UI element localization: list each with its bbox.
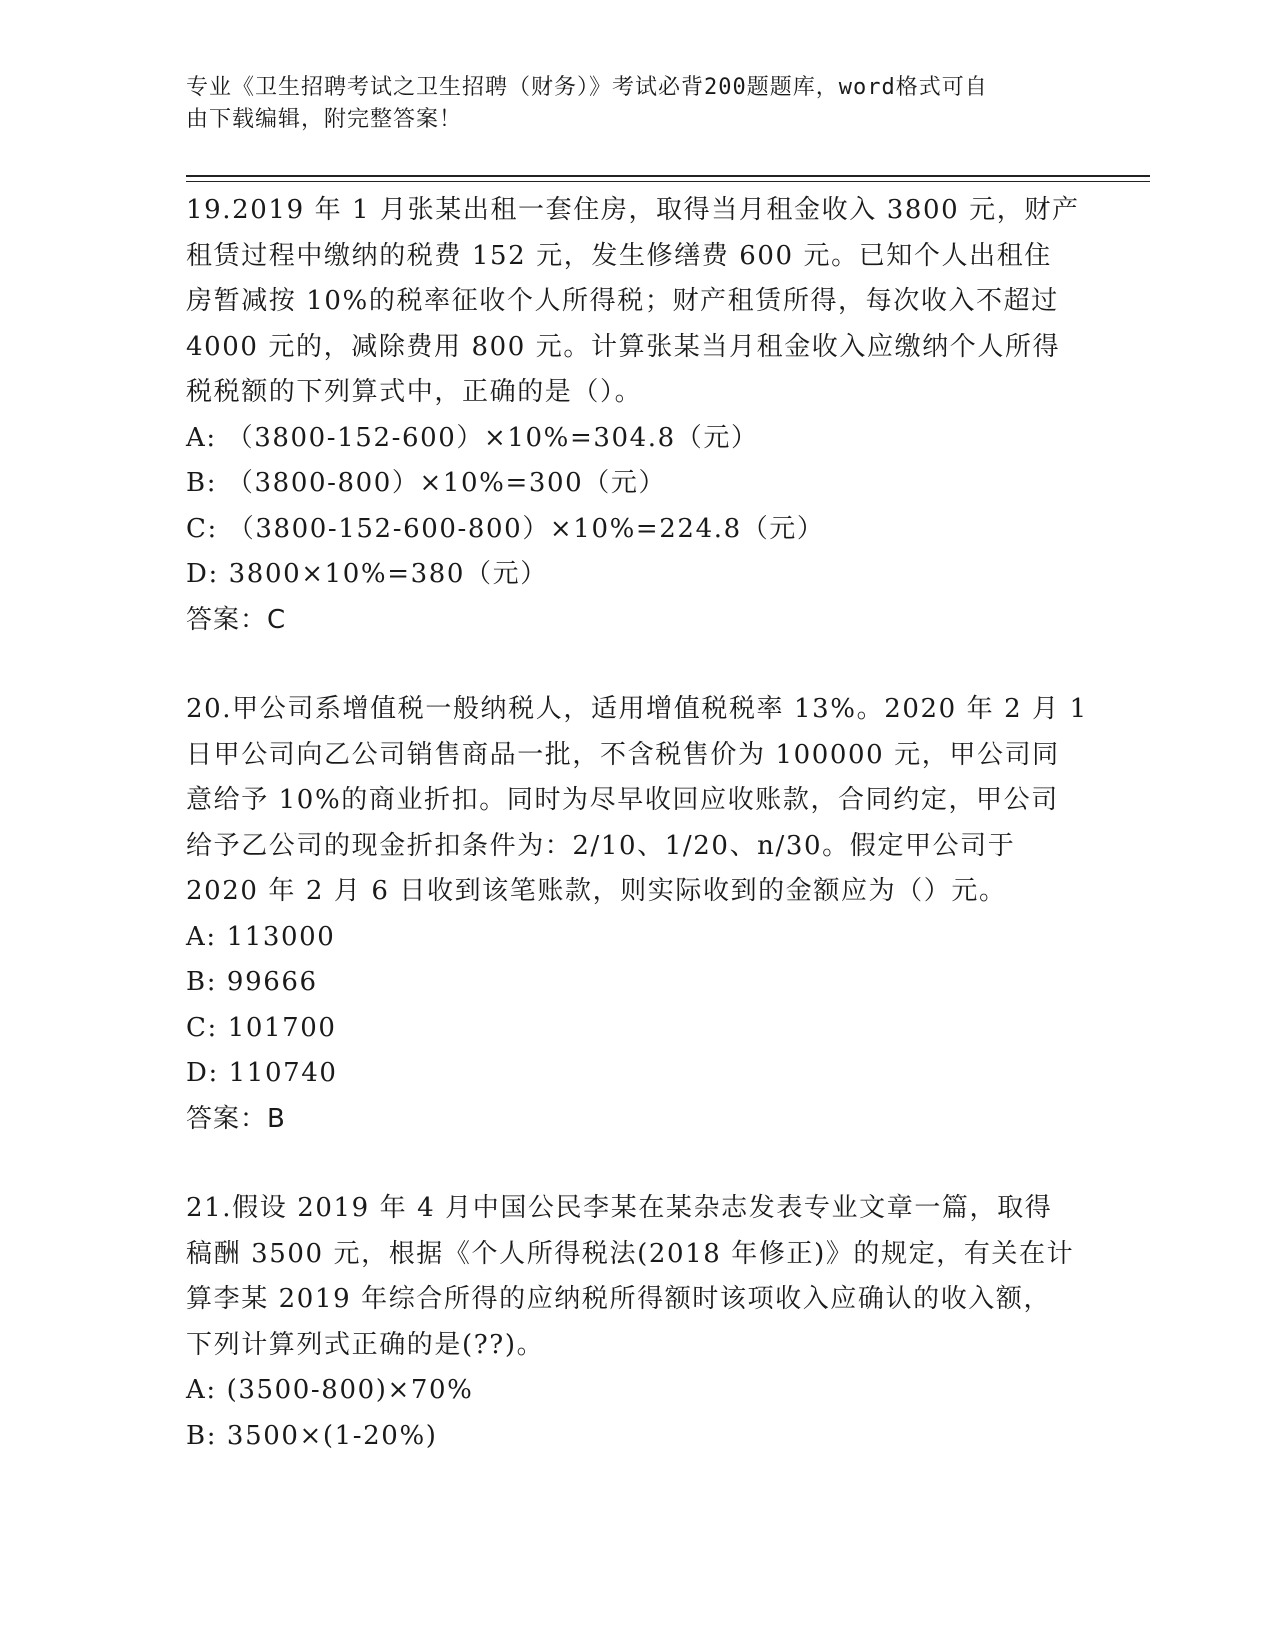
option-b: B: 3500×(1-20%)	[186, 1420, 438, 1451]
question-stem-line: 2020 年 2 月 6 日收到该笔账款，则实际收到的金额应为（）元。	[186, 876, 1007, 906]
option-b: B: 99666	[186, 967, 318, 997]
option-c: C: （3800-152-600-800）×10%=224.8（元）	[186, 513, 825, 544]
option-d: D: 110740	[186, 1058, 338, 1088]
question-stem-line: 租赁过程中缴纳的税费 152 元，发生修缮费 600 元。已知个人出租住	[186, 240, 1052, 271]
answer-label: 答案：C	[186, 604, 287, 635]
header-line: 由下载编辑，附完整答案！	[186, 107, 463, 132]
question-stem-line: 算李某 2019 年综合所得的应纳税所得额时该项收入应确认的收入额，	[186, 1284, 1052, 1314]
question-stem-line: 4000 元的，减除费用 800 元。计算张某当月租金收入应缴纳个人所得	[186, 331, 1061, 362]
option-a: A: （3800-152-600）×10%=304.8（元）	[186, 422, 759, 453]
question-stem-line: 下列计算列式正确的是(??)。	[186, 1329, 545, 1360]
question-list	[186, 188, 1086, 1459]
header-divider	[186, 175, 1150, 177]
option-b: B: （3800-800）×10%=300（元）	[186, 468, 667, 498]
option-d: D: 3800×10%=380（元）	[186, 559, 548, 589]
question-20	[186, 687, 1086, 1142]
header-divider	[186, 181, 1150, 182]
question-stem-line: 意给予 10%的商业折扣。同时为尽早收回应收账款，合同约定，甲公司	[186, 785, 1059, 815]
header-line: 专业《卫生招聘考试之卫生招聘（财务）》考试必背200题题库，word格式可自	[186, 75, 988, 100]
question-stem-line: 19.2019 年 1 月张某出租一套住房，取得当月租金收入 3800 元，财产	[186, 195, 1080, 225]
option-a: A: (3500-800)×70%	[186, 1375, 474, 1405]
page-header	[186, 72, 1066, 136]
question-stem-line: 稿酬 3500 元，根据《个人所得税法(2018 年修正)》的规定，有关在计	[186, 1238, 1075, 1269]
option-c: C: 101700	[186, 1012, 337, 1043]
option-a: A: 113000	[186, 921, 336, 952]
question-stem-line: 21.假设 2019 年 4 月中国公民李某在某杂志发表专业文章一篇，取得	[186, 1193, 1053, 1223]
question-stem-line: 税税额的下列算式中，正确的是（）。	[186, 377, 643, 407]
question-stem-line: 20.甲公司系增值税一般纳税人，适用增值税税率 13%。2020 年 2 月 1	[186, 694, 1088, 724]
question-stem-line: 房暂减按 10%的税率征收个人所得税；财产租赁所得，每次收入不超过	[186, 286, 1059, 316]
answer-label: 答案：B	[186, 1103, 286, 1134]
question-stem-line: 给予乙公司的现金折扣条件为：2/10、1/20、n/30。假定甲公司于	[186, 830, 1016, 861]
question-19	[186, 188, 1086, 643]
question-stem-line: 日甲公司向乙公司销售商品一批，不含税售价为 100000 元，甲公司同	[186, 739, 1060, 770]
question-21	[186, 1186, 1086, 1459]
